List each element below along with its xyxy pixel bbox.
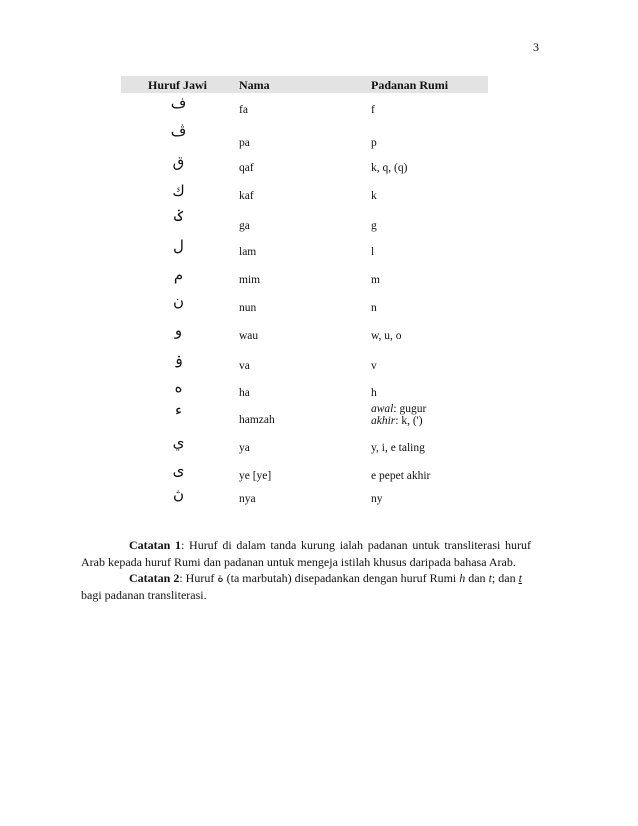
letter-h: h [459, 571, 466, 585]
rumi-equivalent: l [371, 246, 375, 258]
ta-marbutah-glyph: ة [217, 571, 224, 585]
jawi-letter: ك [172, 182, 185, 200]
catatan-2-mid: (ta marbutah) disepadankan dengan huruf Rumi [226, 571, 457, 585]
catatan-2-label: Catatan 2 [129, 571, 180, 585]
letter-name: ya [239, 442, 250, 454]
jawi-letter: ى [172, 461, 185, 479]
rumi-equivalent [371, 403, 426, 415]
letter-name: va [239, 360, 250, 372]
table-header [121, 76, 488, 93]
catatan-2-pre: : Huruf [179, 571, 215, 585]
rumi-equivalent: h [371, 387, 377, 399]
rumi-equivalent: k, q, (q) [371, 162, 408, 174]
letter-t: t [488, 571, 492, 585]
page-number: 3 [533, 40, 539, 54]
jawi-letter: ي [172, 433, 185, 451]
catatan-1-text: : Huruf di dalam tanda kurung ialah padanan untuk transliterasi huruf Arab kepada huruf Rumi dan padanan untuk mengeja istilah khusus daripada bahasa Arab. [81, 538, 531, 569]
jawi-letter: م [173, 266, 184, 284]
rumi-equivalent: w, u, o [371, 330, 402, 342]
letter-name: wau [239, 330, 259, 342]
rumi-equivalent [371, 415, 423, 427]
jawi-table [121, 76, 488, 505]
letter-name: mim [239, 274, 261, 286]
rumi-equivalent: m [371, 274, 380, 286]
jawi-letter: ݢ [174, 207, 183, 225]
header-nama: Nama [239, 78, 270, 92]
jawi-letter: ء [174, 401, 183, 419]
rumi-equivalent: v [371, 360, 377, 372]
akhir-label: akhir [371, 415, 396, 427]
letter-name: ga [239, 220, 250, 232]
rumi-equivalent: e pepet akhir [371, 470, 431, 482]
jawi-letter: ڤ [170, 122, 187, 140]
jawi-letter: ق [172, 153, 185, 171]
letter-name: pa [239, 137, 250, 149]
letter-name: nya [239, 493, 256, 505]
jawi-letter: ڽ [172, 485, 184, 503]
rumi-equivalent: y, i, e taling [371, 442, 425, 454]
awal-label: awal [371, 403, 394, 415]
notes [81, 537, 531, 603]
rumi-equivalent: f [371, 104, 375, 116]
letter-name: fa [239, 104, 248, 116]
letter-name: ye [ye] [239, 470, 272, 482]
letter-t-underlined: t [518, 571, 522, 585]
letter-name: hamzah [239, 414, 275, 426]
rumi-equivalent: n [371, 302, 377, 314]
catatan-1-label: Catatan 1 [129, 538, 182, 552]
awal-value: : gugur [393, 403, 427, 415]
header-padanan-rumi: Padanan Rumi [371, 78, 449, 92]
rumi-equivalent: k [371, 190, 377, 202]
jawi-letter: ل [173, 237, 184, 255]
rumi-equivalent: g [371, 220, 377, 232]
rumi-equivalent: p [371, 137, 377, 149]
catatan-2-continued: bagi padanan transliterasi. [81, 587, 207, 602]
jawi-letter: ۏ [174, 350, 183, 368]
catatan-2-dan: dan [468, 571, 486, 585]
catatan-2-dan2: ; dan [491, 571, 516, 585]
jawi-letter: ن [172, 292, 184, 310]
catatan-1 [81, 537, 531, 570]
header-huruf-jawi: Huruf Jawi [148, 78, 208, 92]
catatan-2 [81, 570, 531, 587]
letter-name: lam [239, 246, 257, 258]
letter-name: ha [239, 387, 250, 399]
jawi-letter: و [174, 321, 183, 339]
jawi-letter: ه [174, 378, 183, 396]
letter-name: qaf [239, 162, 254, 174]
jawi-letter: ف [170, 94, 187, 112]
rumi-equivalent: ny [371, 493, 383, 505]
akhir-value: : k, (') [395, 415, 423, 427]
letter-name: kaf [239, 190, 254, 202]
letter-name: nun [239, 302, 257, 314]
